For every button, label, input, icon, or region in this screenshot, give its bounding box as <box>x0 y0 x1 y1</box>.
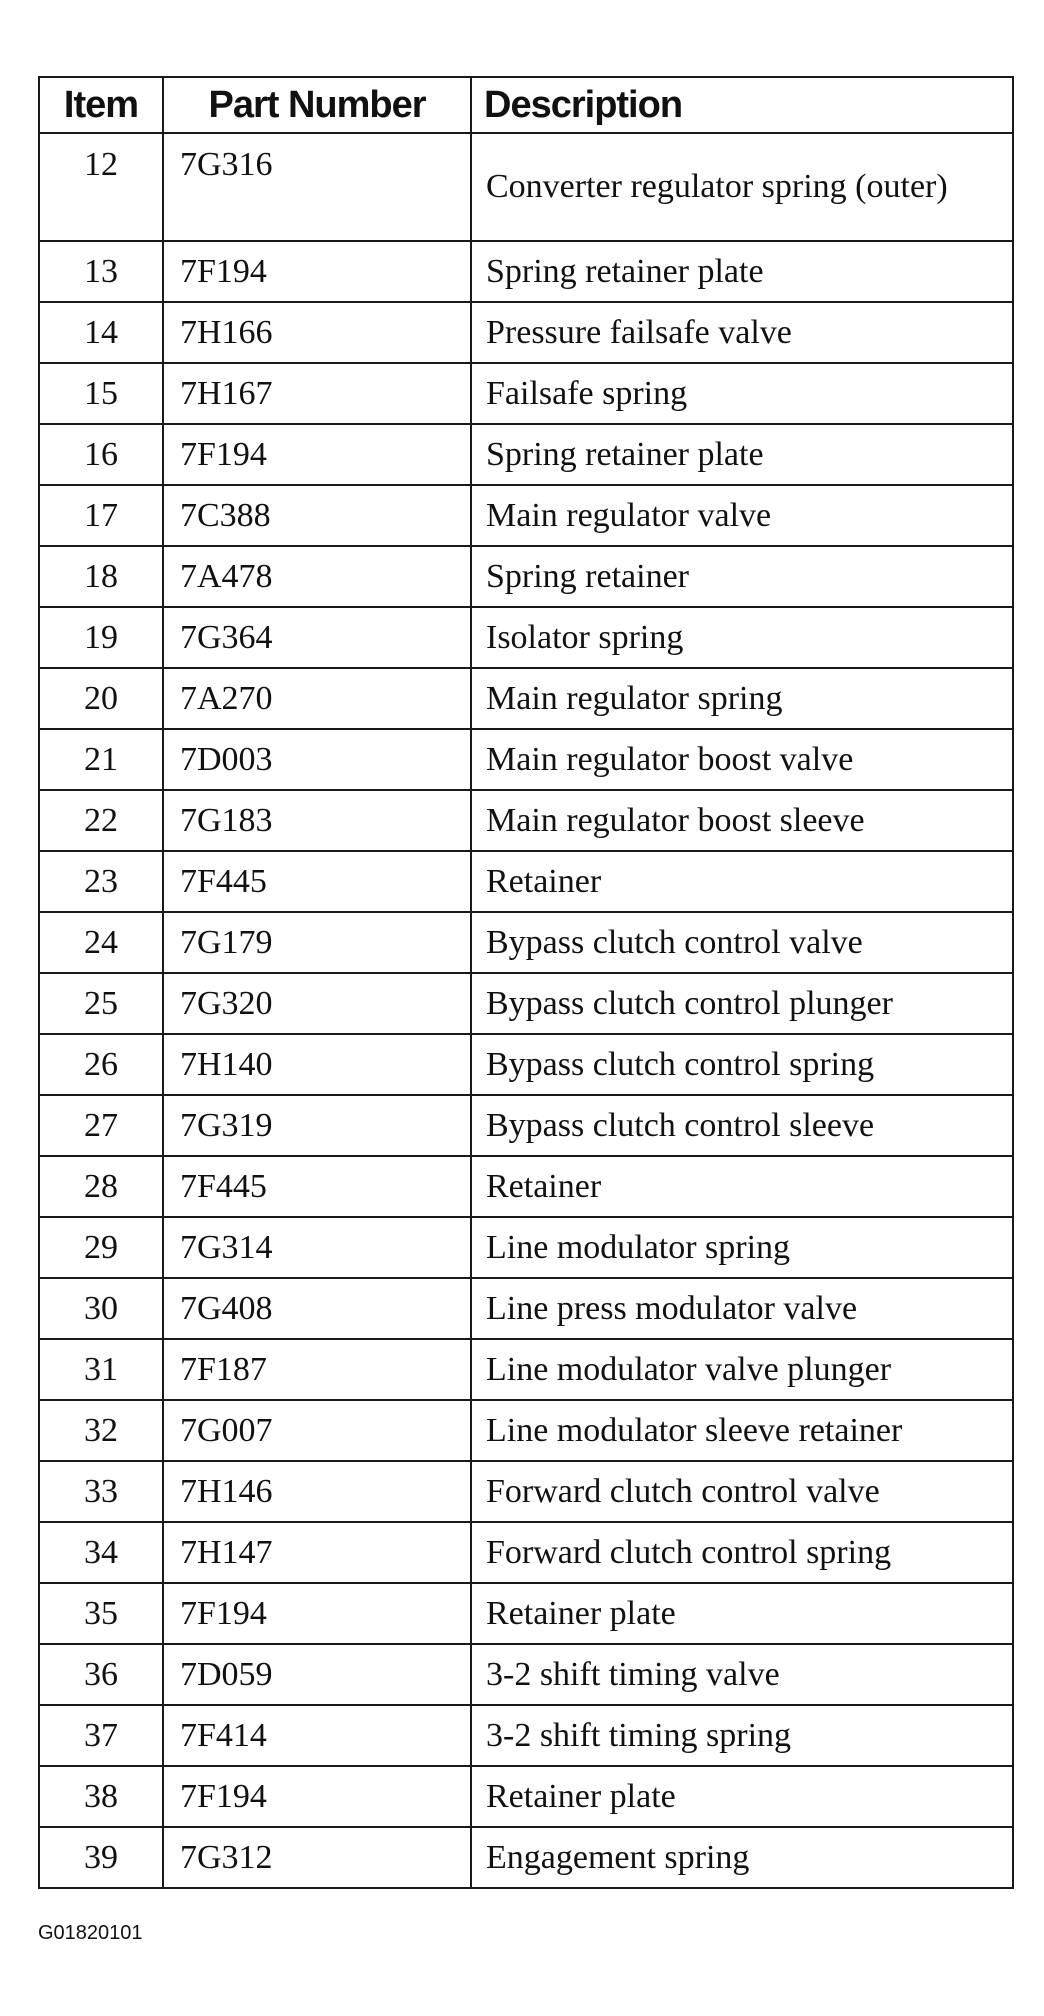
item-cell: 26 <box>39 1034 163 1095</box>
part-number-cell: 7D059 <box>163 1644 471 1705</box>
item-cell: 38 <box>39 1766 163 1827</box>
part-number-cell: 7F194 <box>163 1583 471 1644</box>
description-cell: Pressure failsafe valve <box>471 302 1013 363</box>
table-row <box>39 607 1013 668</box>
item-cell: 30 <box>39 1278 163 1339</box>
table-row <box>39 1278 1013 1339</box>
header-item: Item <box>39 77 163 133</box>
part-number-cell: 7H167 <box>163 363 471 424</box>
table-body <box>39 133 1013 1888</box>
item-cell: 27 <box>39 1095 163 1156</box>
table-row <box>39 851 1013 912</box>
table-row <box>39 790 1013 851</box>
item-cell: 12 <box>39 133 163 241</box>
description-cell: Spring retainer plate <box>471 424 1013 485</box>
description-cell: Isolator spring <box>471 607 1013 668</box>
part-number-cell: 7F194 <box>163 1766 471 1827</box>
table-row <box>39 729 1013 790</box>
item-cell: 21 <box>39 729 163 790</box>
item-cell: 25 <box>39 973 163 1034</box>
table-row <box>39 1644 1013 1705</box>
description-cell: Main regulator spring <box>471 668 1013 729</box>
figure-code: G01820101 <box>38 1922 143 1944</box>
table-row <box>39 1217 1013 1278</box>
table-row <box>39 1705 1013 1766</box>
part-number-cell: 7G007 <box>163 1400 471 1461</box>
table-row <box>39 241 1013 302</box>
description-cell: Engagement spring <box>471 1827 1013 1888</box>
description-cell: Line press modulator valve <box>471 1278 1013 1339</box>
item-cell: 36 <box>39 1644 163 1705</box>
part-number-cell: 7G364 <box>163 607 471 668</box>
description-cell: Failsafe spring <box>471 363 1013 424</box>
item-cell: 39 <box>39 1827 163 1888</box>
table-row <box>39 485 1013 546</box>
item-cell: 35 <box>39 1583 163 1644</box>
item-cell: 18 <box>39 546 163 607</box>
item-cell: 29 <box>39 1217 163 1278</box>
table-row <box>39 912 1013 973</box>
description-cell: Spring retainer <box>471 546 1013 607</box>
table-row <box>39 1461 1013 1522</box>
table-row <box>39 1766 1013 1827</box>
description-cell: Converter regulator spring (outer) <box>471 133 1013 241</box>
description-cell: Forward clutch control valve <box>471 1461 1013 1522</box>
description-cell: Spring retainer plate <box>471 241 1013 302</box>
table-row <box>39 1156 1013 1217</box>
part-number-cell: 7G319 <box>163 1095 471 1156</box>
item-cell: 31 <box>39 1339 163 1400</box>
part-number-cell: 7C388 <box>163 485 471 546</box>
item-cell: 15 <box>39 363 163 424</box>
table-row <box>39 1339 1013 1400</box>
part-number-cell: 7G408 <box>163 1278 471 1339</box>
description-cell: Main regulator valve <box>471 485 1013 546</box>
description-cell: 3-2 shift timing valve <box>471 1644 1013 1705</box>
table-row <box>39 668 1013 729</box>
part-number-cell: 7G314 <box>163 1217 471 1278</box>
table-row <box>39 1522 1013 1583</box>
item-cell: 37 <box>39 1705 163 1766</box>
table-row <box>39 1583 1013 1644</box>
item-cell: 20 <box>39 668 163 729</box>
description-cell: Main regulator boost valve <box>471 729 1013 790</box>
description-cell: Bypass clutch control sleeve <box>471 1095 1013 1156</box>
description-cell: Line modulator valve plunger <box>471 1339 1013 1400</box>
table-row <box>39 302 1013 363</box>
item-cell: 16 <box>39 424 163 485</box>
table-header <box>39 77 1013 133</box>
part-number-cell: 7H146 <box>163 1461 471 1522</box>
table-row <box>39 546 1013 607</box>
description-cell: Line modulator spring <box>471 1217 1013 1278</box>
item-cell: 33 <box>39 1461 163 1522</box>
part-number-cell: 7F445 <box>163 851 471 912</box>
part-number-cell: 7F187 <box>163 1339 471 1400</box>
header-description: Description <box>471 77 1013 133</box>
part-number-cell: 7F194 <box>163 424 471 485</box>
item-cell: 28 <box>39 1156 163 1217</box>
description-cell: Bypass clutch control valve <box>471 912 1013 973</box>
description-cell: Forward clutch control spring <box>471 1522 1013 1583</box>
table-row <box>39 363 1013 424</box>
part-number-cell: 7G183 <box>163 790 471 851</box>
description-cell: Retainer <box>471 1156 1013 1217</box>
table-row <box>39 1034 1013 1095</box>
item-cell: 13 <box>39 241 163 302</box>
description-cell: Retainer <box>471 851 1013 912</box>
part-number-cell: 7F194 <box>163 241 471 302</box>
item-cell: 19 <box>39 607 163 668</box>
item-cell: 32 <box>39 1400 163 1461</box>
table-row <box>39 1095 1013 1156</box>
part-number-cell: 7A270 <box>163 668 471 729</box>
item-cell: 24 <box>39 912 163 973</box>
description-cell: 3-2 shift timing spring <box>471 1705 1013 1766</box>
description-cell: Bypass clutch control spring <box>471 1034 1013 1095</box>
description-cell: Retainer plate <box>471 1583 1013 1644</box>
parts-table <box>38 76 1014 1889</box>
part-number-cell: 7G179 <box>163 912 471 973</box>
table-row <box>39 424 1013 485</box>
item-cell: 17 <box>39 485 163 546</box>
table-row <box>39 1400 1013 1461</box>
header-row <box>39 77 1013 133</box>
description-cell: Retainer plate <box>471 1766 1013 1827</box>
description-cell: Line modulator sleeve retainer <box>471 1400 1013 1461</box>
table-row <box>39 133 1013 241</box>
part-number-cell: 7G312 <box>163 1827 471 1888</box>
part-number-cell: 7F414 <box>163 1705 471 1766</box>
part-number-cell: 7H147 <box>163 1522 471 1583</box>
part-number-cell: 7H166 <box>163 302 471 363</box>
description-cell: Main regulator boost sleeve <box>471 790 1013 851</box>
table-row <box>39 1827 1013 1888</box>
table-row <box>39 973 1013 1034</box>
part-number-cell: 7H140 <box>163 1034 471 1095</box>
item-cell: 23 <box>39 851 163 912</box>
item-cell: 34 <box>39 1522 163 1583</box>
part-number-cell: 7A478 <box>163 546 471 607</box>
part-number-cell: 7G316 <box>163 133 471 241</box>
item-cell: 14 <box>39 302 163 363</box>
part-number-cell: 7G320 <box>163 973 471 1034</box>
description-cell: Bypass clutch control plunger <box>471 973 1013 1034</box>
item-cell: 22 <box>39 790 163 851</box>
part-number-cell: 7D003 <box>163 729 471 790</box>
header-part-number: Part Number <box>163 77 471 133</box>
part-number-cell: 7F445 <box>163 1156 471 1217</box>
